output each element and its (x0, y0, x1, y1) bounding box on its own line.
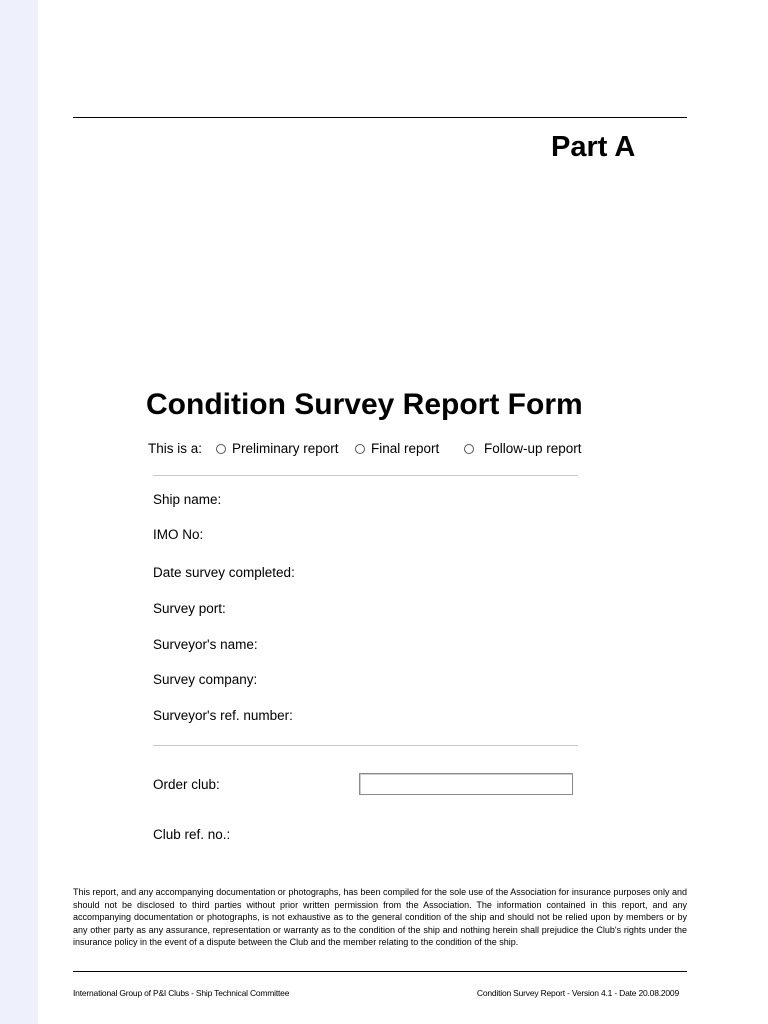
part-title: Part A (551, 131, 636, 163)
radio-label: Preliminary report (232, 441, 339, 456)
surveyor-name-label: Surveyor's name: (153, 637, 258, 652)
left-margin-strip (0, 0, 38, 1024)
radio-label: Final report (371, 441, 440, 456)
footer-rule (73, 971, 687, 972)
surveyor-ref-number-label: Surveyor's ref. number: (153, 708, 293, 723)
form-title: Condition Survey Report Form (146, 388, 583, 421)
radio-preliminary-report[interactable] (216, 439, 339, 459)
radio-circle-icon[interactable] (216, 444, 226, 454)
radio-label: Follow-up report (484, 441, 582, 456)
survey-port-label: Survey port: (153, 601, 226, 616)
radio-follow-up-report[interactable] (464, 439, 582, 459)
survey-company-label: Survey company: (153, 672, 258, 687)
order-club-label: Order club: (153, 777, 220, 792)
imo-no-label: IMO No: (153, 527, 204, 542)
report-type-label: This is a: (148, 441, 203, 456)
radio-circle-icon[interactable] (464, 444, 474, 454)
section-divider (153, 745, 578, 746)
disclaimer-text: This report, and any accompanying documentation or photographs, has been compiled for the sole use of the Association for insurance purposes only and should not be disclosed to third parties without prior written permission from the Association. The information contained in this report, and any accompanying documentation or photographs, is not exhaustive as to the general condition of the ship and should not be relied upon by members or by any other party as any assurance, representation or warranty as to the condition of the ship and nothing herein shall prejudice the Club's rights under the insurance policy in the event of a dispute between the Club and the member relating to the condition of the ship. (73, 887, 687, 947)
order-club-input[interactable] (359, 773, 573, 795)
date-survey-completed-label: Date survey completed: (153, 565, 295, 580)
club-ref-no-label: Club ref. no.: (153, 827, 231, 842)
section-divider (153, 475, 578, 476)
footer-organization: International Group of P&I Clubs - Ship Technical Committee (73, 988, 290, 998)
ship-name-label: Ship name: (153, 492, 222, 507)
radio-circle-icon[interactable] (355, 444, 365, 454)
radio-final-report[interactable] (355, 439, 439, 459)
footer-version: Condition Survey Report - Version 4.1 - Date 20.08.2009 (476, 988, 679, 998)
header-rule (73, 117, 687, 118)
